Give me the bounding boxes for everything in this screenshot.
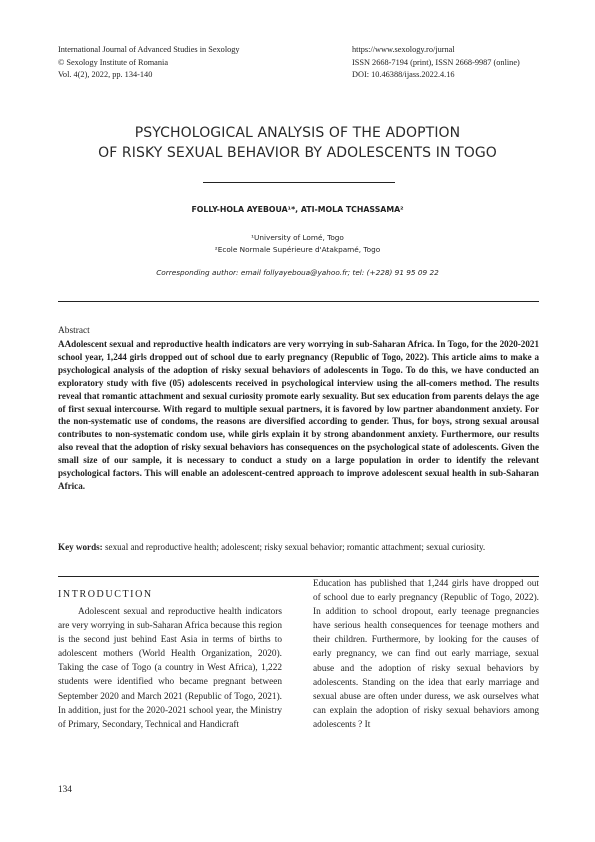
- doi-line: DOI: 10.46388/ijass.2022.4.16: [352, 70, 455, 79]
- title-divider: [203, 182, 395, 183]
- title-line-1: PSYCHOLOGICAL ANALYSIS OF THE ADOPTION: [134, 125, 461, 141]
- intro-column-right: Education has published that 1,244 girls have dropped out of school due to early pregnancy (Republic of Togo, 2022). In addition to school dropout, early teenage pregnancies have serious health consequences for teenage mothers and their children. Furthermore, by looking for the causes of early pregnancy, we can find out early marriage, sexual abuse and the adoption of risky sexual behaviors by adolescents. Standing on the idea that early marriage and sexual abuse are often under duress, we ask ourselves what can explain the adoption of risky sexual behaviors among adolescents ? It: [313, 579, 539, 730]
- abstract-heading: Abstract: [58, 326, 90, 336]
- copyright-line: © Sexology Institute of Romania: [58, 57, 169, 67]
- journal-header-right: [352, 44, 520, 82]
- keywords: [58, 541, 539, 554]
- affiliation-2: ²Ecole Normale Supérieure d'Atakpamé, Togo: [214, 245, 381, 254]
- corresponding-author: Corresponding author: email follyayeboua@yahoo.fr; tel: (+228) 91 95 09 22: [156, 268, 439, 277]
- introduction-heading: INTRODUCTION: [58, 589, 153, 600]
- intro-column-left: Adolescent sexual and reproductive health indicators are very worrying in sub-Saharan Africa because this region is the second just behind East Asia in terms of births to adolescent mothers (World Health Organization, 2020). Taking the case of Togo (a country in West Africa), 1,222 students were identified who became pregnant between September 2020 and March 2021 (Republic of Togo, 2021). In addition, just for the 2020-2021 school year, the Ministry of Primary, Secondary, Technical and Handicraft: [58, 607, 282, 730]
- paper-title: [40, 123, 555, 163]
- title-line-2: OF RISKY SEXUAL BEHAVIOR BY ADOLESCENTS IN TOGO: [98, 145, 497, 161]
- page-number: 134: [58, 785, 72, 795]
- keywords-text: sexual and reproductive health; adolescent; risky sexual behavior; romantic attachment; sexual curiosity.: [102, 542, 486, 552]
- keywords-label: Key words:: [58, 542, 103, 552]
- abstract-text: AAdolescent sexual and reproductive health indicators are very worrying in sub-Saharan Africa. In Togo, for the 2020-2021 school year, 1,244 girls dropped out of school due to early pregnancy (Republic of Togo, 2022). This article aims to make a psychological analysis of the adoption of risky sexual behaviors of adolescents in Togo. To do this, we have conducted an exploratory study with five (05) adolescents received in psychological interview using the all-comers method. The results reveal that romantic attachment and sexual curiosity promote early sexuality. But sex education from parents delays the age of first sexual intercourse. With regard to multiple sexual partners, it is favored by low partner abandonment anxiety. For the non-systematic use of condoms, the reasons are diversified according to gender. Thus, for boys, strong sexual arousal contributes to non-systematic condom use, while girls explain it by strong abandonment anxiety. Furthermore, our results also reveal that the adoption of risky sexual behaviors has consequences on the psychological state of adolescents. Given the small size of our sample, it is necessary to conduct a study on a large population in order to identify the relevant psychological factors. This will enable an adolescent-centred approach to improve adolescent sexual health in sub-Saharan Africa.: [58, 339, 539, 491]
- volume-info: Vol. 4(2), 2022, pp. 134-140: [58, 70, 153, 79]
- affiliation-1: ¹University of Lomé, Togo: [251, 233, 344, 242]
- abstract-top-rule: [58, 301, 539, 302]
- author-list: FOLLY-HOLA AYEBOUA¹*, ATI-MOLA TCHASSAMA²: [191, 205, 404, 214]
- journal-header-left: [58, 44, 240, 82]
- issn-line: ISSN 2668-7194 (print), ISSN 2668-9987 (online): [352, 57, 520, 67]
- journal-name: International Journal of Advanced Studies in Sexology: [58, 45, 240, 54]
- journal-url[interactable]: https://www.sexology.ro/jurnal: [352, 45, 455, 54]
